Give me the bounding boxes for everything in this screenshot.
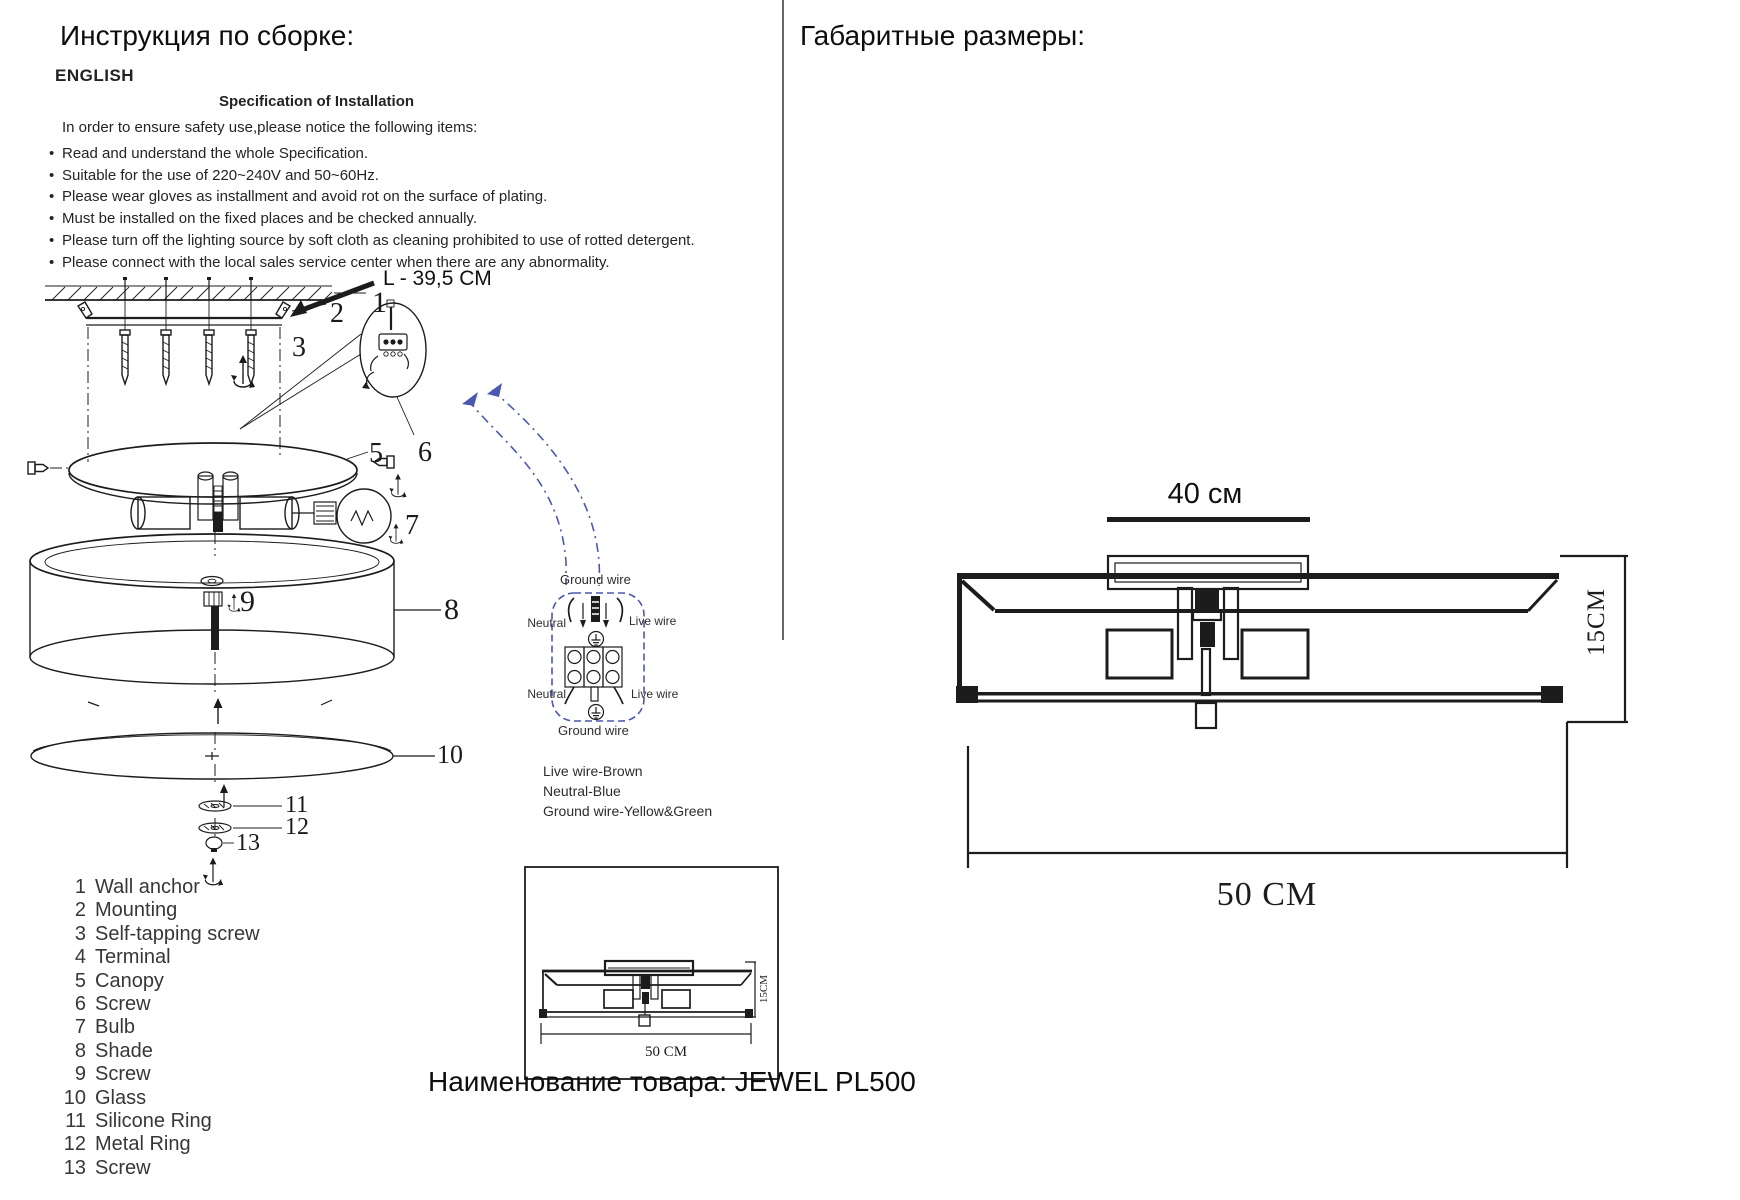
wiring-ground-bottom-label: Ground wire xyxy=(558,723,629,738)
part-row xyxy=(48,1016,260,1039)
legend-line: Ground wire-Yellow&Green xyxy=(543,803,713,819)
part-row xyxy=(48,1040,260,1063)
alignment-guides xyxy=(88,327,280,462)
part-name: Self-tapping screw xyxy=(95,922,260,945)
part-number: 11 xyxy=(65,1109,86,1132)
blue-arrow-icon xyxy=(487,383,502,397)
spec-intro: In order to ensure safety use,please notice the following items: xyxy=(62,119,478,136)
bullet-item: • Please turn off the lighting source by soft cloth as cleaning prohibited to use of rotted detergent. xyxy=(62,230,695,252)
part-name: Metal Ring xyxy=(95,1133,191,1156)
part-number: 2 xyxy=(74,899,86,922)
shade-screw xyxy=(204,592,241,650)
guide-curve xyxy=(468,400,566,585)
part-name: Screw xyxy=(95,1063,151,1086)
part-number: 3 xyxy=(74,922,86,945)
canopy xyxy=(28,443,407,504)
part-row xyxy=(48,993,260,1016)
legend-line: Live wire-Brown xyxy=(543,763,643,779)
part-row xyxy=(48,1063,260,1086)
part-row xyxy=(48,923,260,946)
length-label: L - 39,5 СМ xyxy=(383,267,492,290)
callout-6: 6 xyxy=(418,437,432,468)
part-name: Glass xyxy=(95,1086,147,1109)
part-name: Bulb xyxy=(95,1016,136,1039)
callout-11: 11 xyxy=(285,792,309,818)
part-row xyxy=(48,1110,260,1133)
part-row xyxy=(48,1157,260,1180)
bullet-item: • Please wear gloves as installment and avoid rot on the surface of plating. xyxy=(62,186,695,208)
callout-2: 2 xyxy=(330,298,344,329)
wiring-neutral-top-label: Neutral xyxy=(527,616,566,630)
mounting-bar xyxy=(78,302,326,325)
part-row xyxy=(48,946,260,969)
part-number: 4 xyxy=(74,946,86,969)
wiring-live-bottom-label: Live wire xyxy=(631,687,679,701)
wire-color-legend xyxy=(543,761,712,821)
callout-1: 1 xyxy=(372,286,387,319)
earth-ground-icon xyxy=(589,632,604,647)
guide-curve xyxy=(492,390,599,586)
wiring-diagram xyxy=(462,383,644,721)
language-label: ENGLISH xyxy=(55,66,135,85)
silicone-ring xyxy=(199,801,282,811)
part-row xyxy=(48,876,260,899)
mini-width-label: 50 CM xyxy=(644,1044,688,1060)
terminal-block xyxy=(565,647,622,687)
part-name: Silicone Ring xyxy=(95,1109,212,1132)
dim-top-width-label: 40 см xyxy=(1167,478,1243,510)
part-number: 7 xyxy=(74,1016,86,1039)
spec-bullet-list xyxy=(62,143,695,273)
up-arrow-icon xyxy=(214,698,223,724)
part-row xyxy=(48,970,260,993)
bulb-icon xyxy=(314,489,403,544)
earth-ground-icon xyxy=(589,705,604,720)
wiring-ground-top-label: Ground wire xyxy=(560,572,631,587)
legend-line: Neutral-Blue xyxy=(543,783,621,799)
part-name: Shade xyxy=(95,1039,153,1062)
wiring-neutral-bottom-label: Neutral xyxy=(527,687,566,701)
callout-9: 9 xyxy=(240,585,255,618)
up-arrow-icon xyxy=(220,784,228,807)
shade xyxy=(30,534,441,706)
part-row xyxy=(48,1133,260,1156)
wiring-live-top-label: Live wire xyxy=(629,614,677,628)
part-name: Wall anchor xyxy=(95,876,200,898)
callout-13: 13 xyxy=(236,830,260,856)
part-row xyxy=(48,1087,260,1110)
dim-height-label: 15CM xyxy=(1583,588,1610,656)
left-heading: Инструкция по сборке: xyxy=(60,20,355,51)
part-number: 9 xyxy=(74,1063,86,1086)
part-number: 6 xyxy=(74,992,86,1015)
product-caption: Наименование товара: JEWEL PL500 xyxy=(428,1066,916,1097)
part-number: 8 xyxy=(74,1039,86,1062)
part-name: Canopy xyxy=(95,969,164,992)
bullet-item: • Please connect with the local sales service center when there are any abnormality. xyxy=(62,252,695,274)
part-number: 13 xyxy=(63,1156,86,1179)
spec-title: Specification of Installation xyxy=(219,93,415,110)
part-name: Mounting xyxy=(95,899,178,922)
callout-3: 3 xyxy=(292,332,306,363)
dim-bottom-width-label: 50 CM xyxy=(1216,876,1318,913)
exploded-assembly-diagram xyxy=(28,277,441,886)
right-heading: Габаритные размеры: xyxy=(800,20,1086,51)
callout-7: 7 xyxy=(405,510,419,541)
dimension-drawing xyxy=(956,517,1628,868)
callout-5: 5 xyxy=(369,438,383,469)
glass-diffuser xyxy=(31,733,435,779)
callout-12: 12 xyxy=(285,814,309,840)
part-name: Screw xyxy=(95,1156,151,1179)
part-name: Terminal xyxy=(95,946,171,969)
part-row xyxy=(48,899,260,922)
bullet-item: • Read and understand the whole Specification. xyxy=(62,143,695,165)
part-number: 10 xyxy=(63,1086,86,1109)
callout-10: 10 xyxy=(437,740,463,769)
part-number: 12 xyxy=(63,1133,86,1156)
mini-height-label: 15CM xyxy=(758,974,770,1004)
bullet-item: • Must be installed on the fixed places and be checked annually. xyxy=(62,208,695,230)
blue-arrow-icon xyxy=(462,392,478,406)
bullet-item: • Suitable for the use of 220~240V and 50~60Hz. xyxy=(62,165,695,187)
part-number: 5 xyxy=(74,969,86,992)
part-name: Screw xyxy=(95,992,151,1015)
part-number: 1 xyxy=(74,876,86,898)
callout-8: 8 xyxy=(444,593,459,626)
parts-list xyxy=(48,876,260,1180)
